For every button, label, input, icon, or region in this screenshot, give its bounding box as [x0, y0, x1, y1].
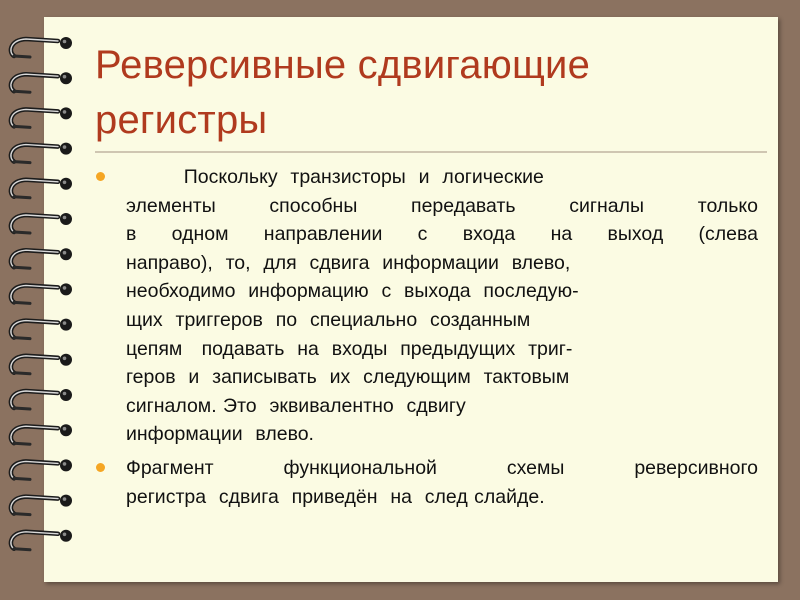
binding-ring: [11, 319, 72, 339]
slide-title: [95, 38, 715, 148]
bullet-item-1: [96, 163, 758, 449]
bullet-1-line-2: элементы способны передавать сигналы только: [126, 194, 758, 217]
bullet-2-line-1: Фрагмент функциональной схемы реверсивного: [126, 456, 758, 479]
binding-ring: [11, 424, 72, 444]
bullet-dot-icon: [96, 463, 105, 472]
slide-title-line-2: регистры: [95, 98, 268, 142]
spiral-binding-icon: [0, 0, 90, 600]
binding-ring: [11, 283, 72, 303]
binding-ring: [11, 107, 72, 127]
slide-title-line-1: Реверсивные сдвигающие: [95, 43, 591, 87]
bullet-1-line-7: цепям подавать на входы предыдущих триг-: [126, 337, 573, 360]
binding-ring: [11, 495, 72, 515]
binding-ring: [11, 459, 72, 479]
bullet-1-line-8: геров и записывать их следующим тактовым: [126, 366, 570, 389]
bullet-1-line-9: сигналом. Это эквивалентно сдвигу: [126, 394, 466, 417]
binding-ring: [11, 248, 72, 268]
binding-ring: [11, 354, 72, 374]
binding-ring: [11, 72, 72, 92]
bullet-dot-icon: [96, 172, 105, 181]
bullet-1-line-10: информации влево.: [126, 423, 314, 446]
bullet-item-2: [96, 454, 758, 511]
binding-ring: [11, 530, 72, 550]
binding-ring: [11, 178, 72, 198]
binding-ring: [11, 213, 72, 233]
bullet-2-line-2: регистра сдвига приведён на след слайде.: [126, 485, 545, 508]
bullet-1-line-6: щих триггеров по специально созданным: [126, 308, 531, 331]
bullet-1-line-1: Поскольку транзисторы и логические: [126, 166, 544, 188]
binding-ring: [11, 143, 72, 163]
bullet-1-line-4: направо), то, для сдвига информации влево,: [126, 251, 571, 274]
bullet-1-line-3: в одном направлении с входа на выход (слева: [126, 223, 758, 246]
title-divider: [95, 151, 767, 153]
binding-ring: [11, 389, 72, 409]
binding-ring: [11, 37, 72, 57]
bullet-list: [96, 163, 758, 516]
bullet-1-line-5: необходимо информацию с выхода последую-: [126, 280, 579, 303]
